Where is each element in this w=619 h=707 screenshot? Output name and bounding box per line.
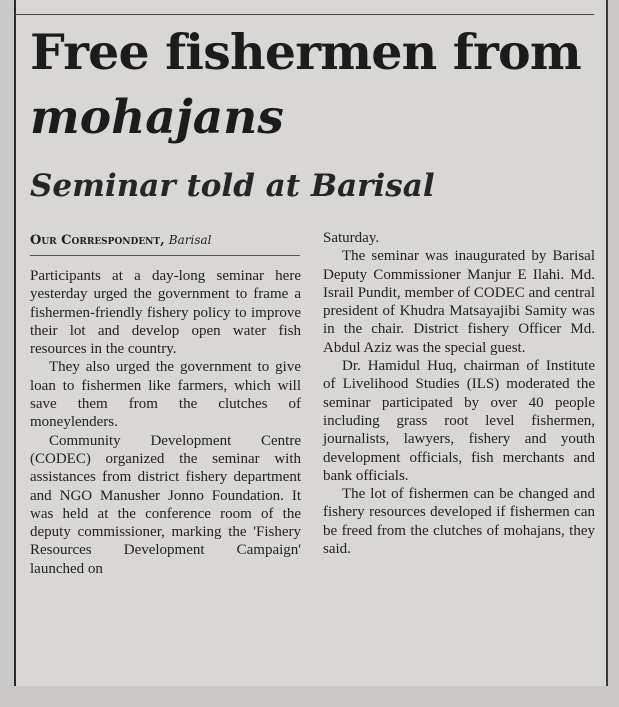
headline-line-1: Free fishermen from [30,23,581,81]
paragraph: Dr. Hamidul Huq, chairman of Institute of Livelihood Studies (ILS) moderated the seminar participated by over 40 people including grass root level fishermen, journalists, lawyers, fishery and youth development officials, fish merchants and bank officials. [323,358,595,484]
paragraph: They also urged the government to give loan to fishermen like farmers, which will save them from the clutches of moneylenders. [30,359,301,431]
article-column-1 [30,267,301,578]
article-column-2 [323,229,595,558]
paragraph: Saturday. [323,230,380,246]
paragraph: Participants at a day-long seminar here yesterday urged the government to frame a fishermen-friendly fishery policy to improve their lot and develop open water fish resources in the country. [30,268,301,358]
subheadline: Seminar told at Barisal [30,168,435,204]
paragraph: Community Development Centre (CODEC) organized the seminar with assistances from district fishery department and NGO Manusher Jonno Foundation. It was held at the conference room of the deputy commissioner, marking the 'Fishery Resources Development Campaign' launched on [30,432,301,577]
paragraph: The seminar was inaugurated by Barisal Deputy Commissioner Manjur E Ilahi. Md. Israil Pundit, member of CODEC and central president of Khudra Matsayajibi Samity was in the chair. District fishery Officer Md. Abdul Aziz was the special guest. [323,248,595,356]
headline-line-2: mohajans [30,90,284,145]
byline-rule [30,255,300,256]
byline-name: Our Correspondent, [30,233,165,248]
top-rule [14,14,594,15]
paragraph: The lot of fishermen can be changed and fishery resources developed if fishermen can be freed from the clutches of mohajans, they said. [323,486,595,558]
column-rule [606,0,608,686]
byline-place: Barisal [168,233,212,247]
byline [30,231,211,250]
